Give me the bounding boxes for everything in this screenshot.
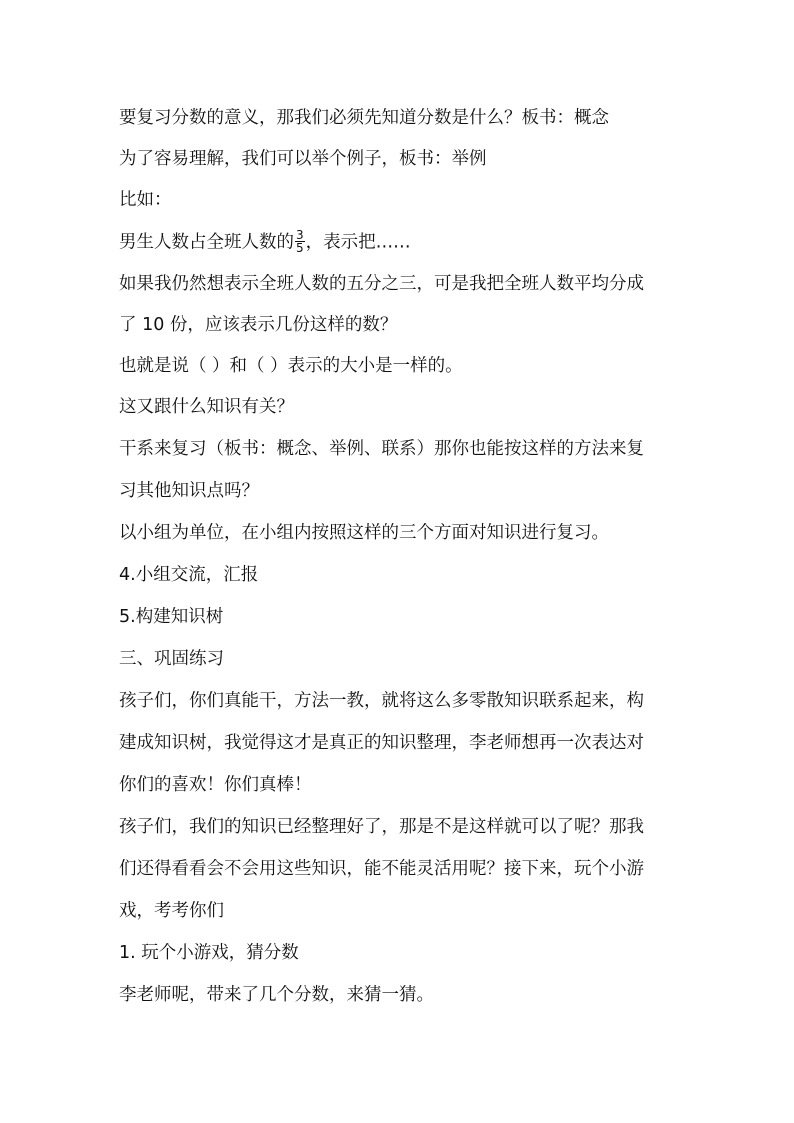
fraction-line [119,230,411,255]
paragraph-line: 以小组为单位，在小组内按照这样的三个方面对知识进行复习。 [119,523,609,543]
paragraph-line: 李老师呢，带来了几个分数，来猜一猜。 [119,985,434,1005]
fraction-line-after: ，表示把…… [305,232,411,253]
paragraph-line: 孩子们，我们的知识已经整理好了，那是不是这样就可以了呢？那我 [119,817,644,837]
fraction-denominator: 5 [296,241,304,255]
paragraph-line: 这又跟什么知识有关？ [119,397,294,417]
paragraph-line: 习其他知识点吗？ [119,481,259,501]
paragraph-line: 了 10 份，应该表示几份这样的数？ [119,315,398,335]
section-heading: 三、巩固练习 [119,649,224,669]
paragraph-line: 如果我仍然想表示全班人数的五分之三，可是我把全班人数平均分成 [119,274,644,294]
paragraph-line: 们还得看看会不会用这些知识，能不能灵活用呢？接下来，玩个小游 [119,859,644,879]
paragraph-line: 建成知识树，我觉得这才是真正的知识整理，李老师想再一次表达对 [119,733,644,753]
paragraph-line: 要复习分数的意义，那我们必须先知道分数是什么？板书：概念 [119,108,609,128]
list-item: 1. 玩个小游戏，猜分数 [119,943,299,963]
fraction-line-before: 男生人数占全班人数的 [119,232,294,253]
paragraph-line: 比如： [119,190,172,210]
paragraph-line: 为了容易理解，我们可以举个例子，板书：举例 [119,149,487,169]
paragraph-line: 孩子们，你们真能干，方法一教，就将这么多零散知识联系起来，构 [119,691,644,711]
list-item: 4.小组交流，汇报 [119,565,259,585]
paragraph-line: 干系来复习（板书：概念、举例、联系）那你也能按这样的方法来复 [119,439,644,459]
paragraph-line: 也就是说（ ）和（ ）表示的大小是一样的。 [119,356,463,376]
fraction-numerator: 3 [296,228,304,242]
paragraph-line: 戏，考考你们 [119,901,224,921]
paragraph-line: 你们的喜欢！你们真棒！ [119,775,312,795]
fraction [295,229,305,254]
list-item: 5.构建知识树 [119,607,224,627]
